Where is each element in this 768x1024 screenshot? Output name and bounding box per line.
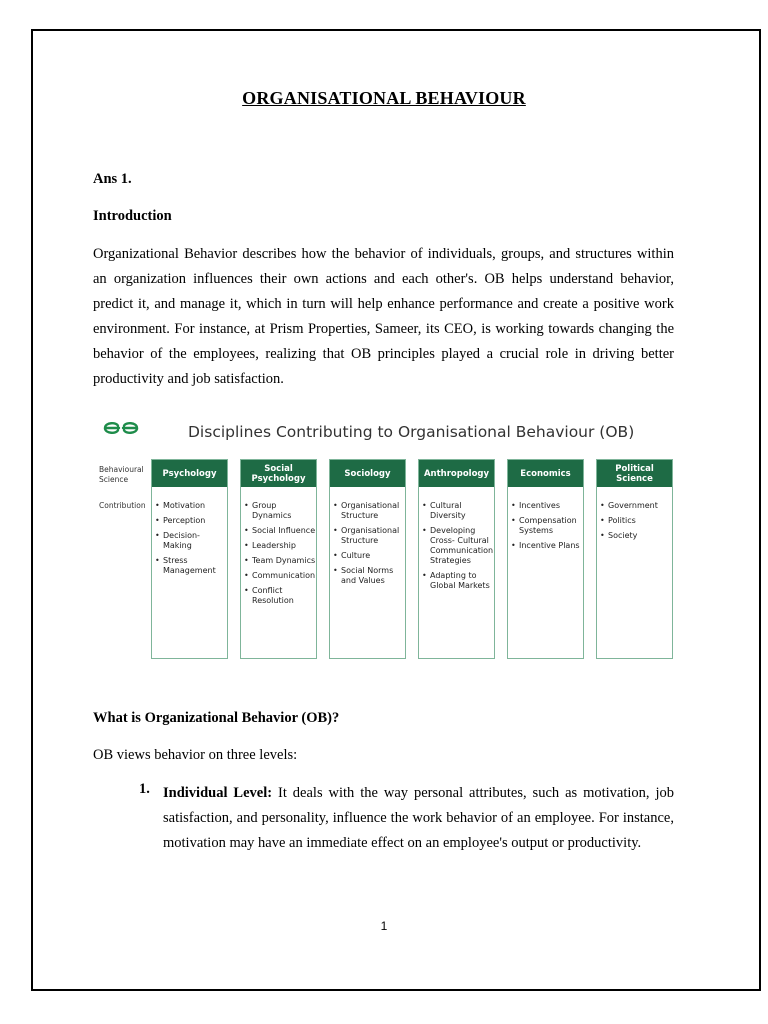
intro-heading: Introduction xyxy=(93,208,172,224)
contribution-item: • Conflict Resolution xyxy=(244,586,316,606)
list-number-1: 1. xyxy=(139,781,150,797)
discipline-column xyxy=(240,459,317,659)
list-term: Individual Level: xyxy=(163,785,273,801)
contribution-item: • Society xyxy=(600,531,672,541)
page-number: 1 xyxy=(380,919,388,933)
infographic-title: Disciplines Contributing to Organisational Behaviour (OB) xyxy=(188,423,635,441)
contribution-list xyxy=(419,487,494,596)
geeksforgeeks-logo-icon xyxy=(101,418,141,438)
contribution-item: • Motivation xyxy=(155,501,227,511)
contribution-list xyxy=(597,487,672,546)
contribution-item: • Incentive Plans xyxy=(511,541,583,551)
discipline-header: Economics xyxy=(508,460,583,487)
discipline-column xyxy=(418,459,495,659)
discipline-column xyxy=(151,459,228,659)
what-is-ob-heading: What is Organizational Behavior (OB)? xyxy=(93,710,340,726)
levels-intro: OB views behavior on three levels: xyxy=(93,747,298,763)
discipline-column xyxy=(329,459,406,659)
ob-disciplines-infographic xyxy=(93,410,683,662)
contribution-item: • Government xyxy=(600,501,672,511)
document-title: ORGANISATIONAL BEHAVIOUR xyxy=(242,88,526,108)
contribution-item: • Team Dynamics xyxy=(244,556,316,566)
contribution-item: • Group Dynamics xyxy=(244,501,316,521)
contribution-item: • Leadership xyxy=(244,541,316,551)
contribution-item: • Organisational Structure xyxy=(333,501,405,521)
answer-label: Ans 1. xyxy=(93,171,132,187)
contribution-item: • Perception xyxy=(155,516,227,526)
contribution-item: • Decision-Making xyxy=(155,531,227,551)
contribution-item: • Social Norms and Values xyxy=(333,566,405,586)
discipline-header: Political Science xyxy=(597,460,672,487)
contribution-item: • Adapting to Global Markets xyxy=(422,571,494,591)
contribution-list xyxy=(241,487,316,611)
contribution-item: • Politics xyxy=(600,516,672,526)
contribution-item: • Incentives xyxy=(511,501,583,511)
intro-paragraph: Organizational Behavior describes how the behavior of individuals, groups, and structures within an organization influences their own actions and each other's. OB helps understand behavior, predict it, and manage it, which in turn will help enhance performance and create a positive work environment. For instance, at Prism Properties, Sameer, its CEO, is working towards changing the behavior of the employees, realizing that OB principles played a crucial role in driving better productivity and job satisfaction. xyxy=(93,246,674,387)
contribution-list xyxy=(152,487,227,581)
behavioural-science-label: Behavioural Science xyxy=(99,465,144,484)
discipline-column xyxy=(507,459,584,659)
contribution-item: • Stress Management xyxy=(155,556,227,576)
contribution-item: • Compensation Systems xyxy=(511,516,583,536)
contribution-item: • Cultural Diversity xyxy=(422,501,494,521)
contribution-item: • Organisational Structure xyxy=(333,526,405,546)
contribution-list xyxy=(508,487,583,556)
list-description: It deals with the way personal attributes, such as motivation, job satisfaction, and personality, influence the work behavior of an employee. For instance, motivation may have an immediate effect on an employee's output or productivity. xyxy=(163,785,674,851)
contribution-label: Contribution xyxy=(99,501,146,510)
contribution-item: • Developing Cross- Cultural Communication Strategies xyxy=(422,526,494,566)
list-item-individual-level xyxy=(163,781,674,856)
contribution-list xyxy=(330,487,405,591)
contribution-item: • Communication xyxy=(244,571,316,581)
discipline-header: Sociology xyxy=(330,460,405,487)
discipline-header: Anthropology xyxy=(419,460,494,487)
discipline-header: Social Psychology xyxy=(241,460,316,487)
discipline-header: Psychology xyxy=(152,460,227,487)
contribution-item: • Culture xyxy=(333,551,405,561)
contribution-item: • Social Influence xyxy=(244,526,316,536)
discipline-column xyxy=(596,459,673,659)
